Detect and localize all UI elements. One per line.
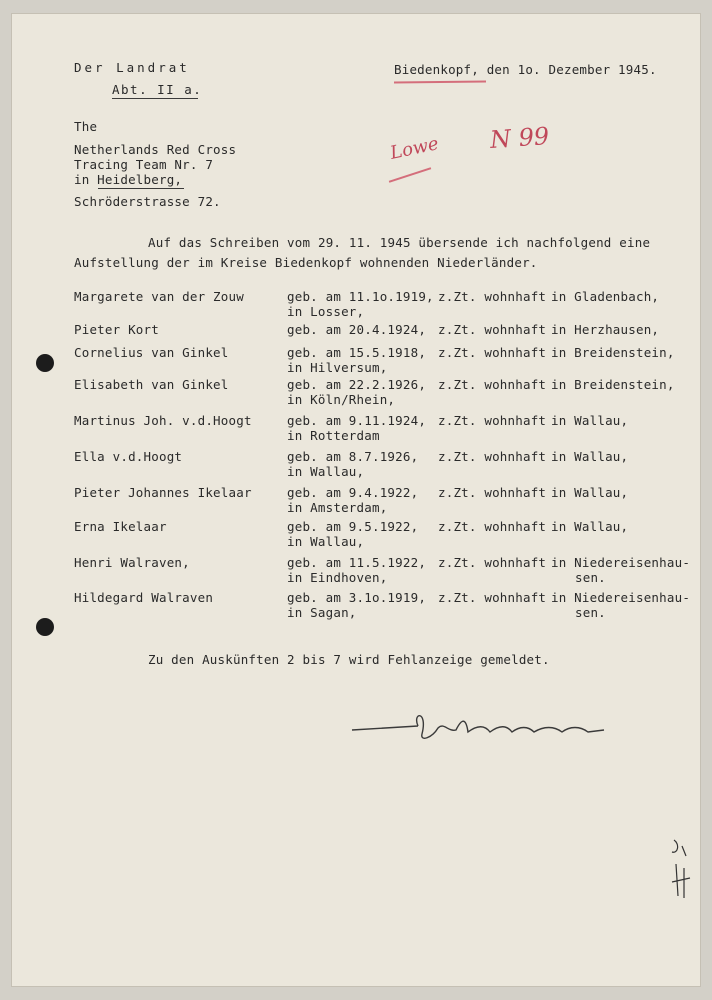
person-status: z.Zt. wohnhaft <box>438 555 547 570</box>
handwritten-annotation-1: Lowe <box>388 133 441 164</box>
person-birthplace: in Sagan, <box>287 605 357 620</box>
sender-underline <box>112 98 198 99</box>
person-birth-date: geb. am 3.1o.1919, <box>287 590 427 605</box>
person-name: Henri Walraven, <box>74 555 190 570</box>
person-residence: in Wallau, <box>551 449 629 464</box>
person-name: Margarete van der Zouw <box>74 289 244 304</box>
person-birthplace: in Amsterdam, <box>287 500 388 515</box>
person-residence: in Breidenstein, <box>551 345 675 360</box>
person-residence: in Breidenstein, <box>551 377 675 392</box>
person-name: Martinus Joh. v.d.Hoogt <box>74 413 252 428</box>
letter-page <box>12 14 700 986</box>
sender-line-1: Der Landrat <box>74 60 190 75</box>
person-birthplace: in Wallau, <box>287 534 365 549</box>
recipient-line-1: The <box>74 119 98 134</box>
signature-scribble <box>348 708 608 748</box>
punch-hole-top <box>36 354 54 372</box>
person-birth-date: geb. am 11.1o.1919, <box>287 289 434 304</box>
annotation-underline <box>389 167 431 182</box>
sender-line-2: Abt. II a. <box>112 82 203 97</box>
person-residence-continued: sen. <box>575 570 606 585</box>
closing-line: Zu den Auskünften 2 bis 7 wird Fehlanzeige gemeldet. <box>148 652 550 667</box>
person-birth-date: geb. am 9.4.1922, <box>287 485 419 500</box>
person-residence: in Niedereisenhau- <box>551 555 691 570</box>
person-birth-date: geb. am 20.4.1924, <box>287 322 427 337</box>
recipient-line-4: in Heidelberg, <box>74 172 183 187</box>
place-date: Biedenkopf, den 1o. Dezember 1945. <box>394 62 657 77</box>
city-underline <box>98 188 184 189</box>
person-birthplace: in Eindhoven, <box>287 570 388 585</box>
person-birth-date: geb. am 8.7.1926, <box>287 449 419 464</box>
person-birthplace: in Hilversum, <box>287 360 388 375</box>
person-name: Hildegard Walraven <box>74 590 214 605</box>
person-birth-date: geb. am 9.5.1922, <box>287 519 419 534</box>
margin-note <box>666 834 696 904</box>
person-residence: in Wallau, <box>551 519 629 534</box>
person-residence: in Gladenbach, <box>551 289 660 304</box>
person-residence-continued: sen. <box>575 605 606 620</box>
person-status: z.Zt. wohnhaft <box>438 413 547 428</box>
margin-note-scribble <box>666 834 696 904</box>
person-status: z.Zt. wohnhaft <box>438 345 547 360</box>
person-status: z.Zt. wohnhaft <box>438 322 547 337</box>
person-status: z.Zt. wohnhaft <box>438 377 547 392</box>
person-name: Pieter Johannes Ikelaar <box>74 485 252 500</box>
person-residence: in Herzhausen, <box>551 322 660 337</box>
person-birth-date: geb. am 15.5.1918, <box>287 345 427 360</box>
person-status: z.Zt. wohnhaft <box>438 590 547 605</box>
person-birthplace: in Köln/Rhein, <box>287 392 396 407</box>
person-birth-date: geb. am 22.2.1926, <box>287 377 427 392</box>
person-birthplace: in Losser, <box>287 304 365 319</box>
person-residence: in Wallau, <box>551 485 629 500</box>
person-residence: in Niedereisenhau- <box>551 590 691 605</box>
recipient-line-2: Netherlands Red Cross <box>74 142 237 157</box>
person-birthplace: in Wallau, <box>287 464 365 479</box>
person-residence: in Wallau, <box>551 413 629 428</box>
intro-line-1: Auf das Schreiben vom 29. 11. 1945 übersende ich nachfolgend eine <box>148 235 651 250</box>
person-name: Pieter Kort <box>74 322 159 337</box>
red-underline <box>394 81 486 84</box>
handwritten-annotation-2: N 99 <box>489 121 551 155</box>
recipient-line-5: Schröderstrasse 72. <box>74 194 221 209</box>
recipient-line-3: Tracing Team Nr. 7 <box>74 157 214 172</box>
person-birth-date: geb. am 9.11.1924, <box>287 413 427 428</box>
person-birthplace: in Rotterdam <box>287 428 380 443</box>
punch-hole-bottom <box>36 618 54 636</box>
person-status: z.Zt. wohnhaft <box>438 485 547 500</box>
person-name: Elisabeth van Ginkel <box>74 377 229 392</box>
signature <box>348 708 608 748</box>
person-status: z.Zt. wohnhaft <box>438 449 547 464</box>
person-name: Cornelius van Ginkel <box>74 345 229 360</box>
person-status: z.Zt. wohnhaft <box>438 519 547 534</box>
intro-line-2: Aufstellung der im Kreise Biedenkopf wohnenden Niederländer. <box>74 255 538 270</box>
person-status: z.Zt. wohnhaft <box>438 289 547 304</box>
person-name: Ella v.d.Hoogt <box>74 449 183 464</box>
person-name: Erna Ikelaar <box>74 519 167 534</box>
person-birth-date: geb. am 11.5.1922, <box>287 555 427 570</box>
